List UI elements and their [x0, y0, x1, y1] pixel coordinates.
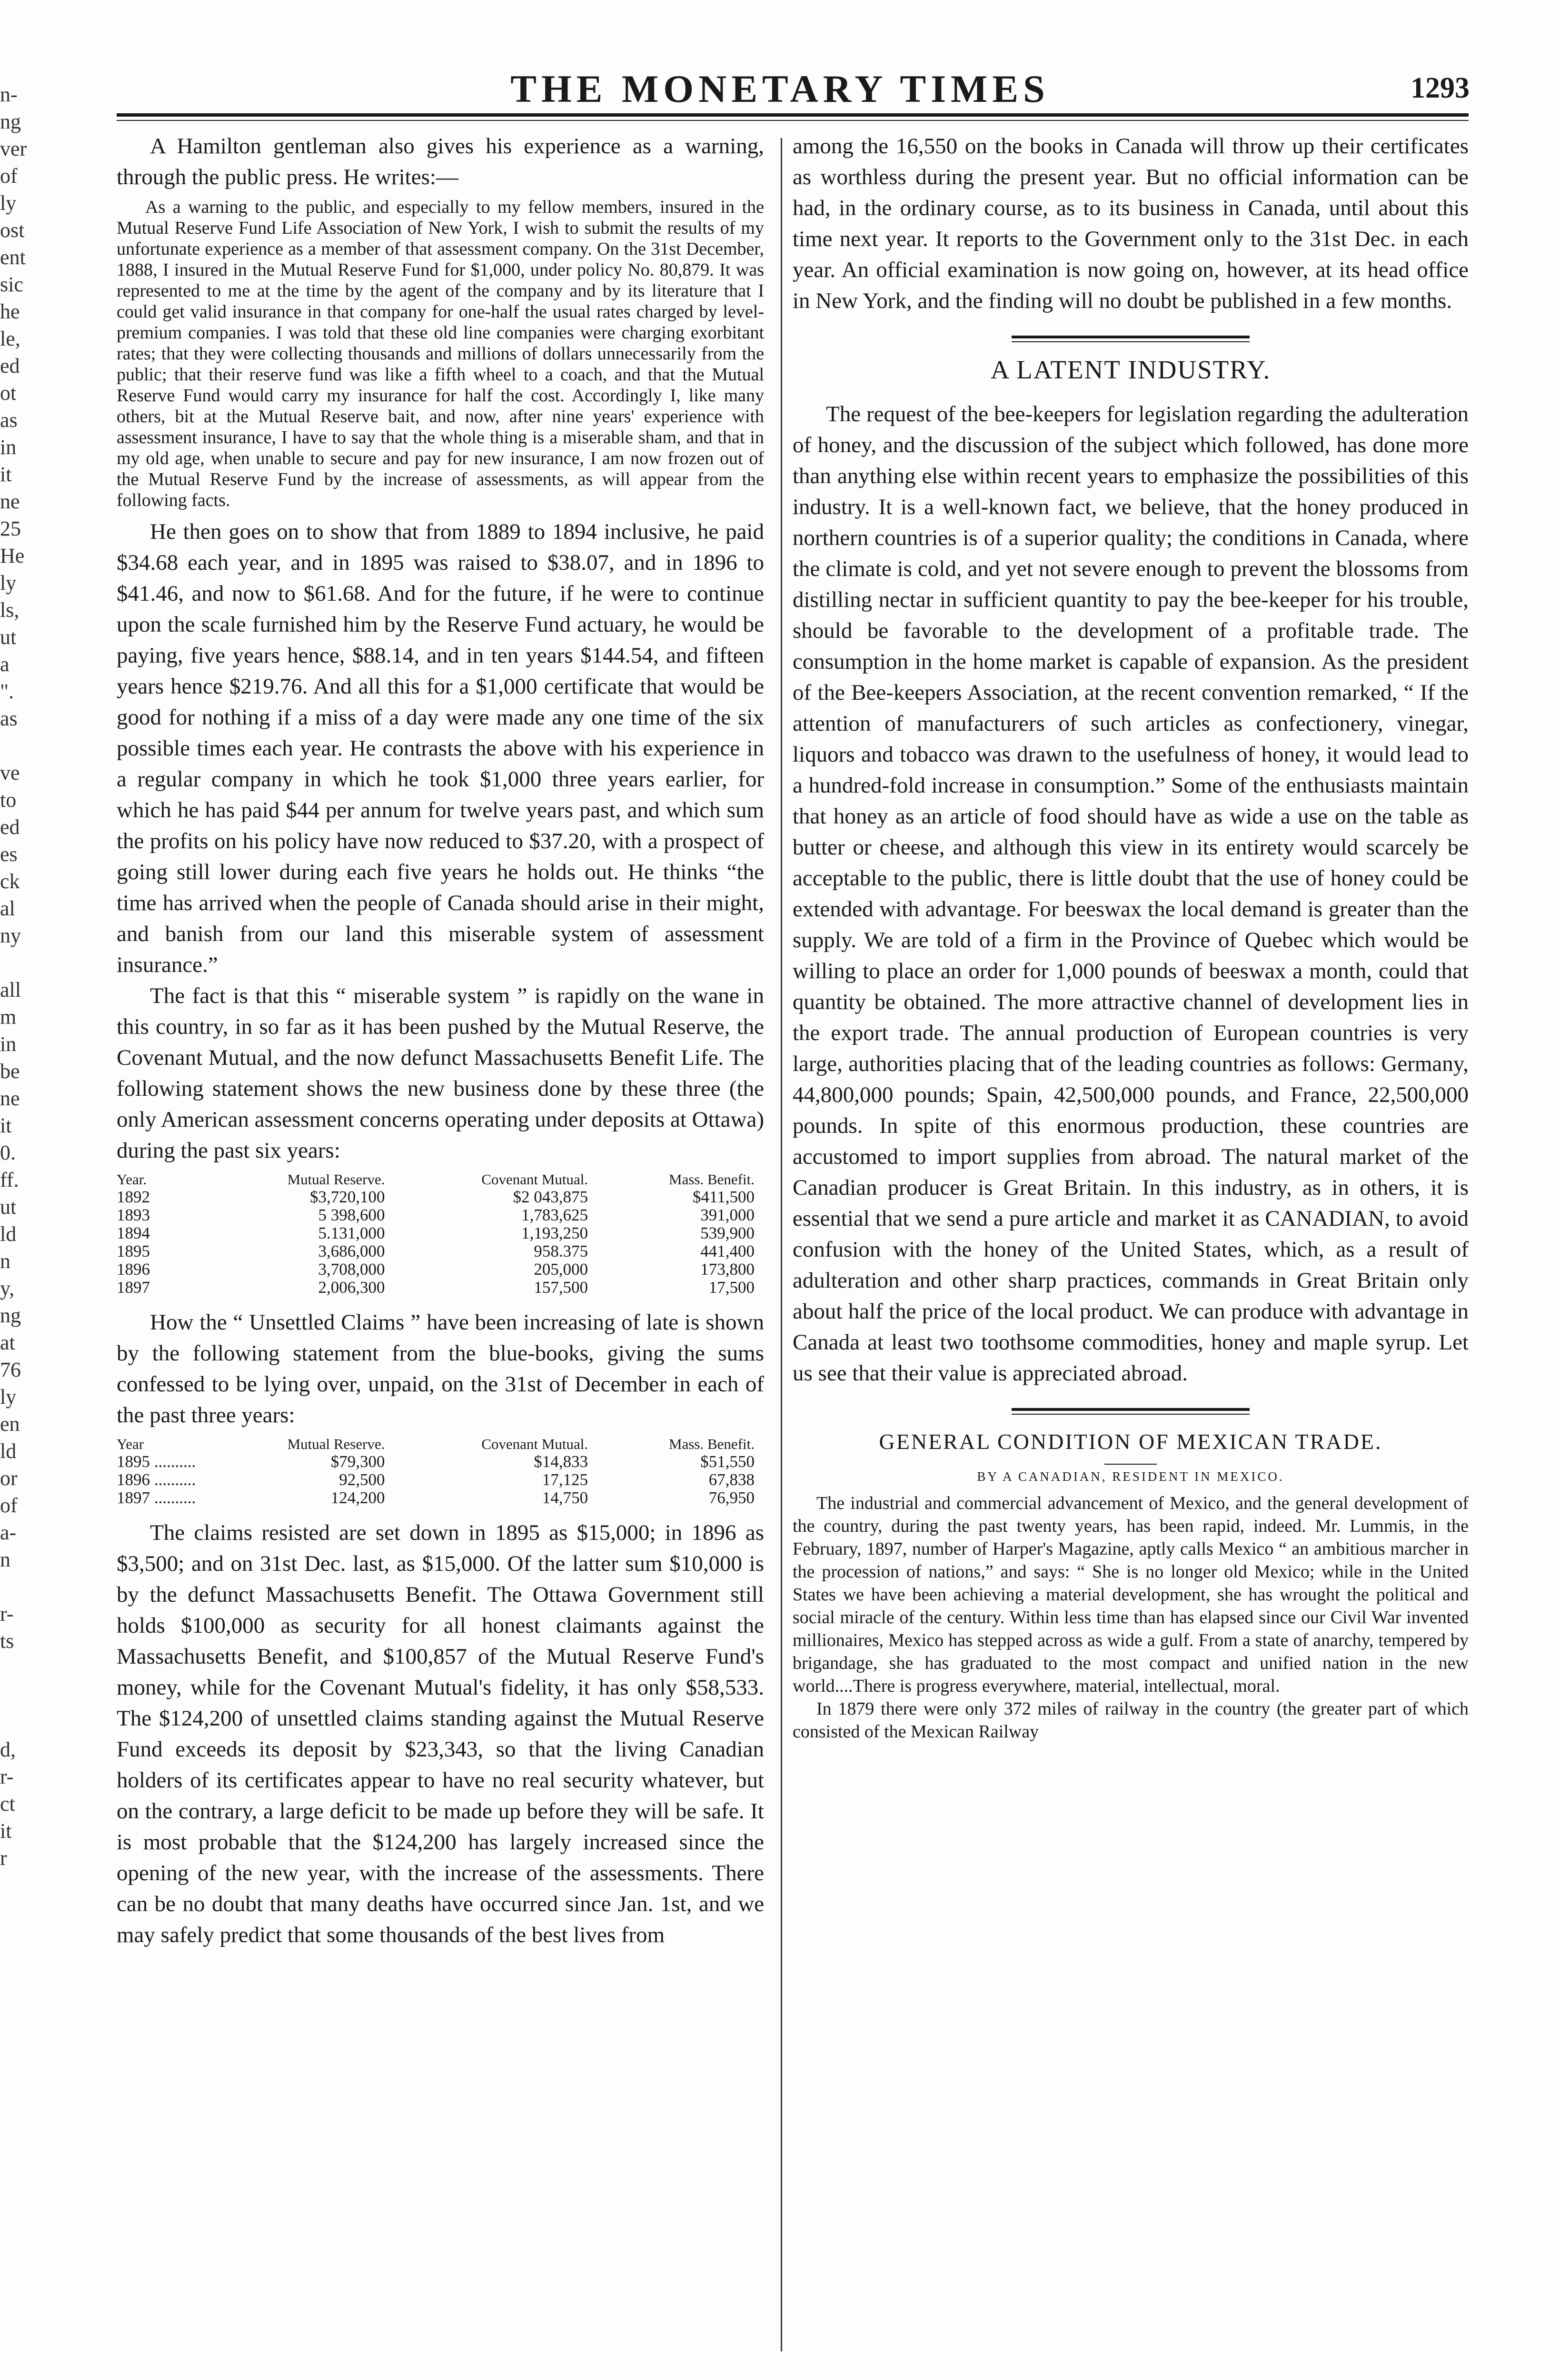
- table-cell: 3,686,000: [318, 1242, 385, 1260]
- bleed-fragment: of: [0, 164, 18, 188]
- paragraph: How the “ Unsettled Claims ” have been increasing of late is shown by the following statement from the blue-books, giving the sums confessed to be lying over, unpaid, on the 31st of December in each of the past three years:: [117, 1310, 764, 1428]
- table-cell: 5.131,000: [318, 1224, 385, 1242]
- table-header: Covenant Mutual.: [481, 1436, 588, 1452]
- table-cell: 5 398,600: [318, 1206, 385, 1224]
- table-row: [117, 1188, 764, 1206]
- bleed-fragment: ot: [0, 381, 17, 405]
- bleed-fragment: ut: [0, 625, 17, 649]
- bleed-fragment: [0, 949, 21, 976]
- bleed-fragment: it: [0, 1819, 12, 1843]
- bleed-fragment: [0, 1655, 21, 1682]
- table-row: [117, 1489, 764, 1507]
- bleed-fragment: ld: [0, 1222, 17, 1246]
- bleed-fragment: n: [0, 1250, 10, 1273]
- masthead-title: THE MONETARY TIMES: [510, 67, 1050, 110]
- byline: BY A CANADIAN, RESIDENT IN MEXICO.: [977, 1469, 1284, 1484]
- table-header: Covenant Mutual.: [481, 1171, 588, 1188]
- bleed-fragment: a: [0, 653, 10, 676]
- bleed-fragment: y,: [0, 1277, 15, 1300]
- bleed-fragment: d,: [0, 1738, 16, 1761]
- table-cell: $14,833: [534, 1452, 588, 1471]
- bleed-fragment: he: [0, 300, 20, 323]
- column-divider: [781, 138, 782, 2351]
- table-cell: 17,125: [542, 1470, 588, 1489]
- masthead-rule: [117, 113, 1469, 117]
- section-rule: [1012, 336, 1250, 342]
- bleed-fragment: 25: [0, 517, 21, 540]
- section-heading: A LATENT INDUSTRY.: [990, 355, 1271, 384]
- table-cell: 173,800: [700, 1260, 755, 1279]
- bleed-fragment: it: [0, 1114, 12, 1137]
- bleed-fragment: sic: [0, 273, 23, 296]
- table-row: [117, 1453, 764, 1471]
- bleed-fragment: or: [0, 1467, 18, 1490]
- table-cell: 958.375: [534, 1242, 588, 1260]
- bleed-fragment: r-: [0, 1765, 14, 1788]
- table-row: [117, 1260, 764, 1279]
- bleed-fragment: ld: [0, 1439, 17, 1463]
- bleed-fragment: ng: [0, 1304, 21, 1327]
- table-header: Mass. Benefit.: [669, 1436, 755, 1452]
- bleed-fragment: ng: [0, 110, 21, 133]
- section-rule: [1012, 1408, 1250, 1415]
- table-cell: 17,500: [708, 1278, 755, 1297]
- table-header: Mutual Reserve.: [287, 1171, 385, 1188]
- bleed-fragment: ut: [0, 1195, 17, 1219]
- bleed-fragment: le,: [0, 327, 20, 350]
- bleed-fragment: in: [0, 436, 17, 459]
- new-business-table: [117, 1171, 764, 1297]
- bleed-fragment: ls,: [0, 598, 20, 622]
- table-cell: 92,500: [339, 1470, 385, 1489]
- bleed-fragment: m: [0, 1005, 17, 1029]
- bleed-fragment: at: [0, 1331, 15, 1354]
- bleed-fragment: ck: [0, 870, 20, 893]
- table-cell: $79,300: [330, 1452, 385, 1471]
- table-header: Year.: [117, 1171, 147, 1188]
- table-cell: 205,000: [534, 1260, 588, 1279]
- table-cell: 1896: [117, 1260, 150, 1279]
- table-header: Mass. Benefit.: [669, 1171, 755, 1188]
- table-cell: 1897: [117, 1278, 150, 1297]
- right-column: [793, 131, 1469, 1743]
- bleed-fragment: a-: [0, 1521, 17, 1544]
- paragraph: In 1879 there were only 372 miles of railway in the country (the greater part of which consisted of the Mexican Railway: [793, 1699, 1469, 1742]
- table-header: Year: [117, 1436, 144, 1452]
- left-column: [117, 131, 764, 1951]
- bleed-fragment: r: [0, 1846, 7, 1870]
- bleed-fragment: as: [0, 707, 18, 730]
- bleed-fragment: ly: [0, 1385, 17, 1408]
- bleed-fragment: ff.: [0, 1168, 19, 1191]
- bleed-fragment: to: [0, 788, 17, 812]
- table-cell: 1896 ..........: [117, 1470, 196, 1489]
- table-cell: 1892: [117, 1188, 150, 1206]
- bleed-fragment: al: [0, 897, 15, 920]
- bleed-fragment: ne: [0, 490, 20, 513]
- bleed-fragment: He: [0, 544, 25, 567]
- bleed-fragment: ed: [0, 815, 20, 839]
- bleed-fragment: n-: [0, 83, 18, 106]
- bleed-fragment: all: [0, 978, 21, 1002]
- table-row: [117, 1224, 764, 1242]
- table-cell: 76,950: [708, 1488, 755, 1507]
- bleed-fragment: of: [0, 1494, 18, 1517]
- table-cell: $411,500: [693, 1188, 755, 1206]
- bleed-fragment: 76: [0, 1358, 21, 1381]
- table-cell: 1893: [117, 1206, 150, 1224]
- bleed-fragment: ed: [0, 354, 20, 377]
- table-header-row: [117, 1171, 764, 1188]
- table-cell: 1897 ..........: [117, 1488, 196, 1507]
- bleed-fragment: ts: [0, 1629, 14, 1653]
- table-cell: 441,400: [700, 1242, 755, 1260]
- margin-bleed-text: [0, 81, 27, 1872]
- bleed-fragment: in: [0, 1032, 17, 1056]
- bleed-fragment: be: [0, 1060, 20, 1083]
- paragraph: The industrial and commercial advancement of Mexico, and the general development of the country, during the past twenty years, has been rapid, indeed. Mr. Lummis, in the February, 1897, number of Harper's Magazine, aptly calls Mexico “ an ambitious marcher in the procession of nations,” and says: “ She is no longer old Mexico; while in the United States we have been achieving a material development, she has wrought the political and social miracle of the century. Within less time than has elapsed since our Civil War invented millionaires, Mexico has stepped across as wide a gulf. From a state of anarchy, tempered by brigandage, she has graduated to the most compact and unified nation in the new world....There is progress everywhere, material, intellectual, moral.: [793, 1493, 1469, 1696]
- table-cell: 2,006,300: [318, 1278, 385, 1297]
- bleed-fragment: ve: [0, 761, 20, 784]
- bleed-fragment: ent: [0, 246, 26, 269]
- paragraph: The fact is that this “ miserable system ” is rapidly on the wane in this country, in so far as it has been pushed by the Mutual Reserve, the Covenant Mutual, and the now defunct Massachusetts Benefit Life. The following statement shows the new business done by these three (the only American assessment concerns operating under deposits at Ottawa) during the past six years:: [117, 983, 764, 1163]
- paragraph: among the 16,550 on the books in Canada will throw up their certificates as worthless during the present year. But no official information can be had, in the ordinary course, as to its business in Canada, until about this time next year. It reports to the Government only to the 31st Dec. in each year. An official examination is now going on, however, at its head office in New York, and the finding will no doubt be published in a few months.: [793, 134, 1469, 313]
- bleed-fragment: 0.: [0, 1141, 16, 1164]
- bleed-fragment: it: [0, 463, 12, 486]
- unsettled-claims-table: [117, 1436, 764, 1507]
- byline-rule: [1104, 1464, 1157, 1465]
- bleed-fragment: ost: [0, 218, 25, 242]
- table-cell: 124,200: [330, 1488, 385, 1507]
- bleed-fragment: ly: [0, 571, 17, 595]
- table-cell: 1,193,250: [521, 1224, 588, 1242]
- paragraph: The claims resisted are set down in 1895 as $15,000; in 1896 as $3,500; and on 31st Dec. last, as $15,000. Of the latter sum $10,000 is by the defunct Massachusetts Benefit. The Ottawa Government still holds $100,000 as security for all honest claimants against the Massachusetts Benefit, and $100,857 of the Mutual Reserve Fund's money, while for the Covenant Mutual's fidelity, it has only $58,533. The $124,200 of unsettled claims standing against the Mutual Reserve Fund exceeds its deposit by $23,343, so that the living Canadian holders of its certificates appear to have no real security whatever, but on the contrary, a large deficit to be made up before they will be safe. It is most probable that the $124,200 has largely increased since the opening of the new year, with the increase of the assessments. There can be no doubt that many deaths have occurred since Jan. 1st, and we may safely predict that some thousands of the best lives from: [117, 1520, 764, 1947]
- bleed-fragment: es: [0, 843, 18, 866]
- table-row: [117, 1471, 764, 1489]
- paragraph: The request of the bee-keepers for legislation regarding the adulteration of honey, and the discussion of the subject which followed, has done more than anything else within recent years to emphasize the possibilities of this industry. It is a well-known fact, we believe, that the honey produced in northern countries is of a superior quality; the conditions in Canada, where the climate is cold, and yet not severe enough to prevent the blossoms from distilling nectar in sufficient quantity to pay the bee-keeper for his trouble, should be favorable to the development of a profitable trade. The consumption in the home market is capable of expansion. As the president of the Bee-keepers Association, at the recent convention remarked, “ If the attention of manufacturers of such articles as confectionery, vinegar, liquors and tobacco was drawn to the usefulness of honey, it would lead to a hundred-fold increase in consumption.” Some of the enthusiasts maintain that honey as an article of food should have as wide a use on the table as butter or cheese, and although this view in its entirety would scarcely be acceptable to the public, there is little doubt that the use of honey could be extended with advantage. For beeswax the local demand is greater than the supply. We are told of a firm in the Province of Quebec which would be willing to place an order for 1,000 pounds of beeswax a month, could that quantity be obtained. The more attractive channel of development lies in the export trade. The annual production of European countries is very large, authorities placing that of the leading countries as follows: Germany, 44,800,000 pounds; Spain, 42,500,000 pounds, and France, 22,500,000 pounds. In spite of this enormous production, these countries are accustomed to import supplies from abroad. The natural market of the Canadian producer is Great Britain. In this industry, as in others, it is essential that we send a pure article and market it as CANADIAN, to avoid confusion with the honey of the United States, which, as a result of adulteration and other sharp practices, commands in Great Britain only about half the price of the local product. We can produce with advantage in Canada at least two toothsome commodities, honey and maple syrup. Let us see that their value is appreciated abroad.: [793, 402, 1469, 1386]
- table-cell: 1894: [117, 1224, 150, 1242]
- paragraph: A Hamilton gentleman also gives his experience as a warning, through the public press. He writes:—: [117, 134, 764, 189]
- bleed-fragment: ny: [0, 924, 21, 947]
- table-row: [117, 1242, 764, 1260]
- bleed-fragment: as: [0, 408, 18, 432]
- bleed-fragment: n: [0, 1548, 10, 1571]
- bleed-fragment: en: [0, 1412, 20, 1436]
- table-cell: 157,500: [534, 1278, 588, 1297]
- table-cell: $3,720,100: [309, 1188, 385, 1206]
- table-cell: 3,708,000: [318, 1260, 385, 1279]
- table-cell: 539,900: [700, 1224, 755, 1242]
- masthead-rule-thin: [117, 120, 1469, 121]
- letter-quote: As a warning to the public, and especially to my fellow members, insured in the Mutual Reserve Fund Life Association of New York, I wish to submit the results of my unfortunate experience as a member of that assessment company. On the 31st December, 1888, I insured in the Mutual Reserve Fund for $1,000, under policy No. 80,879. It was represented to me at the time by the agent of the company and by its literature that I could get valid insurance in that company for one-half the usual rates charged by level-premium companies. I was told that these old line companies were charging exorbitant rates; that they were collecting thousands and millions of dollars unnecessarily from the public; that their reserve fund was like a fifth wheel to a coach, and that the Mutual Reserve Fund would carry my insurance for half the cost. Accordingly I, like many others, bit at the Mutual Reserve bait, and now, after nine years' experience with assessment insurance, I have to say that the whole thing is a miserable sham, and that in my old age, when unable to secure and pay for new insurance, I am now frozen out of the Mutual Reserve Fund by the increase of assessments, as will appear from the following facts.: [117, 197, 764, 510]
- section-heading: GENERAL CONDITION OF MEXICAN TRADE.: [879, 1429, 1382, 1454]
- table-cell: $2 043,875: [513, 1188, 588, 1206]
- table-header-row: [117, 1436, 764, 1453]
- table-cell: $51,550: [700, 1452, 755, 1471]
- table-cell: 1895: [117, 1242, 150, 1260]
- page-number: 1293: [1411, 72, 1470, 104]
- table-cell: 391,000: [700, 1206, 755, 1224]
- paragraph: He then goes on to show that from 1889 to 1894 inclusive, he paid $34.68 each year, and in 1895 was raised to $38.07, and in 1896 to $41.46, and now to $61.68. And for the future, if he were to continue upon the scale furnished him by the Reserve Fund actuary, he would be paying, five years hence, $88.14, and in ten years $144.54, and fifteen years hence $219.76. And all this for a $1,000 certificate that would be good for nothing if a miss of a day were made any one time of the six possible times each year. He contrasts the above with his experience in a regular company in which he took $1,000 three years earlier, for which he has paid $44 per annum for twelve years past, and which sum the profits on his policy have now reduced to $37.20, with a prospect of going still lower during each five years he holds out. He thinks “the time has arrived when the people of Canada should arise in their might, and banish from our land this miserable system of assessment insurance.”: [117, 519, 764, 977]
- table-row: [117, 1279, 764, 1297]
- table-cell: 67,838: [708, 1470, 755, 1489]
- bleed-fragment: ver: [0, 137, 27, 160]
- bleed-fragment: ".: [0, 680, 14, 703]
- table-row: [117, 1206, 764, 1224]
- bleed-fragment: [0, 1573, 21, 1600]
- table-cell: 1895 ..........: [117, 1452, 196, 1471]
- bleed-fragment: [0, 1682, 21, 1709]
- table-header: Mutual Reserve.: [287, 1436, 385, 1452]
- table-cell: 1,783,625: [521, 1206, 588, 1224]
- bleed-fragment: [0, 1709, 21, 1736]
- bleed-fragment: ly: [0, 191, 17, 215]
- bleed-fragment: ne: [0, 1087, 20, 1110]
- bleed-fragment: r-: [0, 1602, 14, 1626]
- bleed-fragment: ct: [0, 1792, 15, 1815]
- table-cell: 14,750: [542, 1488, 588, 1507]
- bleed-fragment: [0, 732, 21, 759]
